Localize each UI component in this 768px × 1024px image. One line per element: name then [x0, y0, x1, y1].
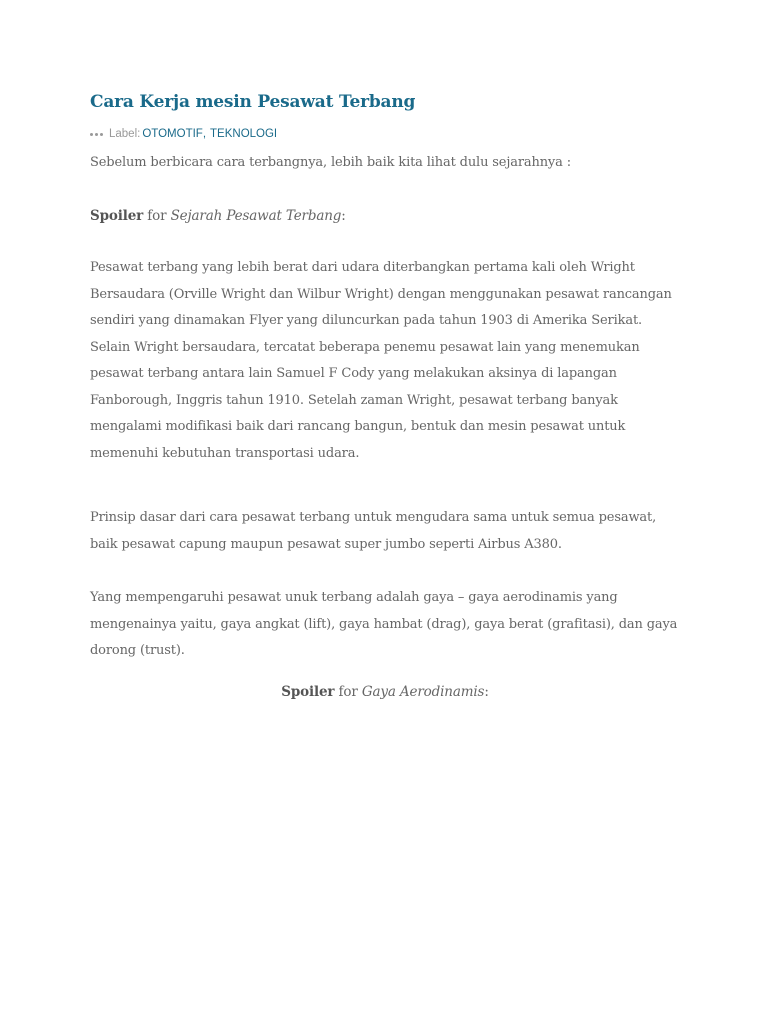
forces-paragraph: Yang mempengaruhi pesawat unuk terbang adalah gaya – gaya aerodinamis yang mengenainya yaitu, gaya angkat (lift), gaya hambat (drag), gaya berat (grafitasi), dan gaya dorong (trust).	[90, 590, 678, 658]
spoiler-toggle-sejarah[interactable]	[90, 203, 680, 230]
spoiler-keyword: Spoiler	[281, 683, 335, 700]
post-body	[90, 150, 680, 705]
spoiler-topic: Sejarah Pesawat Terbang	[170, 207, 342, 224]
label-link-teknologi[interactable]: TEKNOLOGI	[210, 128, 278, 140]
blog-post	[90, 88, 680, 705]
principle-paragraph: Prinsip dasar dari cara pesawat terbang untuk mengudara sama untuk semua pesawat, baik pesawat capung maupun pesawat super jumbo seperti Airbus A380.	[90, 510, 657, 552]
label-link-otomotif[interactable]: OTOMOTIF	[142, 128, 203, 140]
spoiler-toggle-aerodinamis[interactable]	[90, 679, 680, 706]
spoiler-keyword: Spoiler	[90, 207, 144, 224]
post-title[interactable]: Cara Kerja mesin Pesawat Terbang	[90, 92, 416, 112]
label-prefix: Label:	[109, 128, 141, 140]
spoiler-suffix: :	[341, 207, 346, 224]
post-meta	[90, 124, 680, 144]
spoiler-suffix: :	[484, 683, 489, 700]
label-separator: ,	[202, 128, 207, 140]
intro-paragraph: Sebelum berbicara cara terbangnya, lebih baik kita lihat dulu sejarahnya :	[90, 155, 571, 170]
spoiler-topic: Gaya Aerodinamis	[361, 683, 485, 700]
spoiler-for-text: for	[338, 683, 358, 700]
history-paragraph: Pesawat terbang yang lebih berat dari udara diterbangkan pertama kali oleh Wright Bersaudara (Orville Wright dan Wilbur Wright) dengan menggunakan pesawat rancangan sendiri yang dinamakan Flyer yang diluncurkan pada tahun 1903 di Amerika Serikat. Selain Wright bersaudara, tercatat beberapa penemu pesawat lain yang menemukan pesawat terbang antara lain Samuel F Cody yang melakukan aksinya di lapangan Fanborough, Inggris tahun 1910. Setelah zaman Wright, pesawat terbang banyak mengalami modifikasi baik dari rancang bangun, bentuk dan mesin pesawat untuk memenuhi kebutuhan transportasi udara.	[90, 260, 672, 461]
dots-icon	[90, 133, 103, 136]
spoiler-for-text: for	[147, 207, 167, 224]
